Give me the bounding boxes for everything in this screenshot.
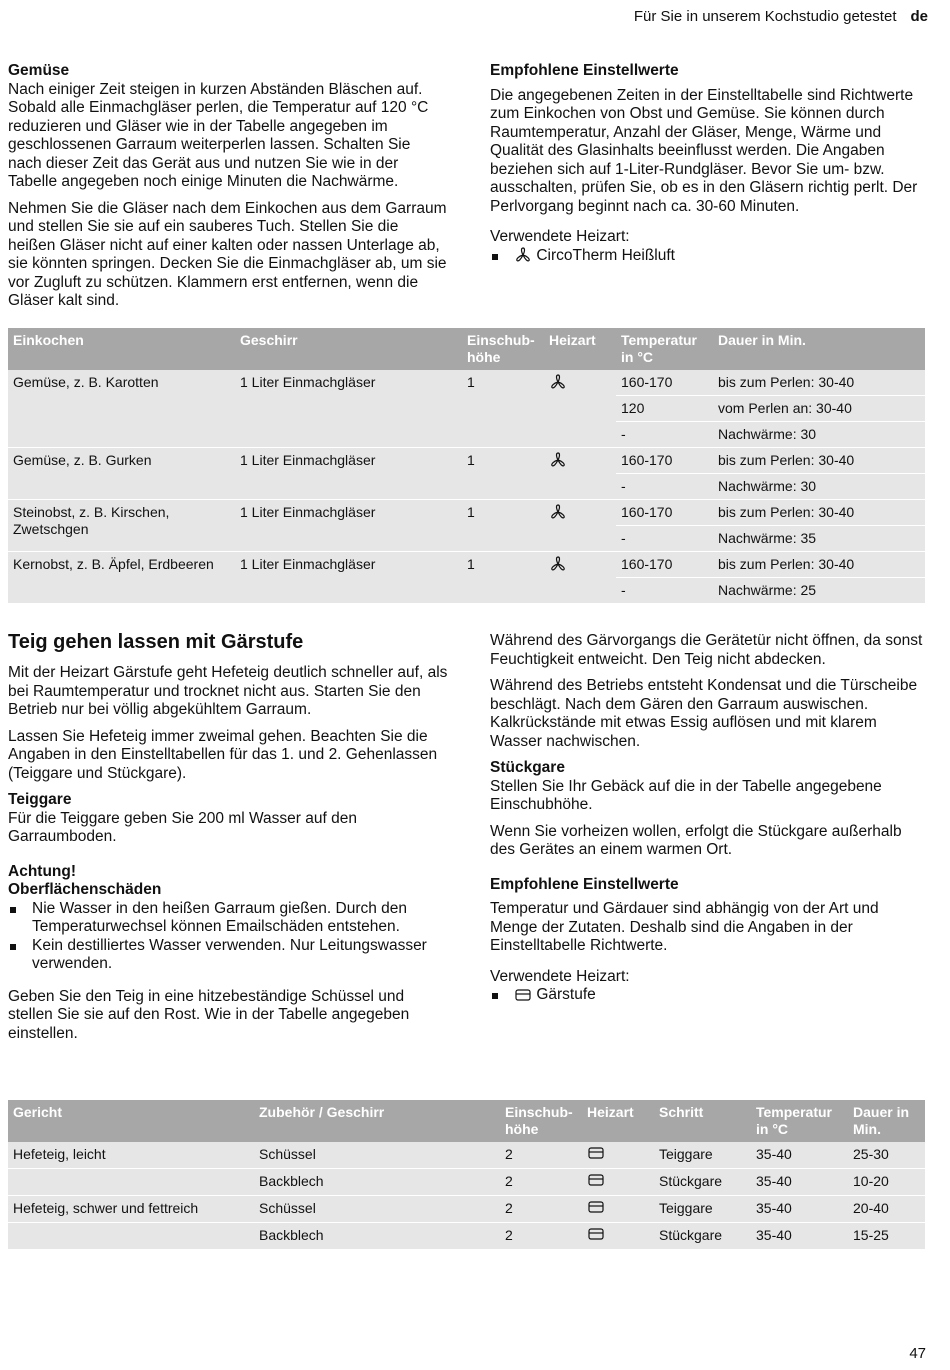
table-header-row <box>8 328 925 370</box>
cell-heizart <box>544 448 616 500</box>
cell-geschirr: 1 Liter Einmachgläser <box>235 500 462 552</box>
cell-dauer: bis zum Perlen: 30-40 <box>713 500 925 526</box>
cell-dauer: bis zum Perlen: 30-40 <box>713 448 925 474</box>
heading-oberflaechenschaeden: Oberflächenschäden <box>8 881 162 898</box>
heading-achtung: Achtung! <box>8 862 77 880</box>
paragraph: Stellen Sie Ihr Gebäck auf die in der Tabelle angegebene Einschubhöhe. <box>490 777 882 813</box>
col-header: Geschirr <box>235 328 462 370</box>
cell-temperatur: 35-40 <box>751 1169 848 1196</box>
cell-gericht <box>8 1169 254 1196</box>
col-header: Schritt <box>654 1100 751 1142</box>
paragraph: Lassen Sie Hefeteig immer zweimal gehen. Beachten Sie die Angaben in den Einstelltabellen für das 1. und 2. Gehenlassen (Teiggare und Stückgare). <box>8 727 438 782</box>
cell-dauer: 10-20 <box>848 1169 925 1196</box>
cell-heizart <box>544 370 616 448</box>
cell-schritt: Teiggare <box>654 1196 751 1223</box>
col-header: Einkochen <box>8 328 235 370</box>
right-column-2 <box>490 632 925 1013</box>
cell-geschirr: 1 Liter Einmachgläser <box>235 370 462 448</box>
cell-heizart <box>582 1223 654 1250</box>
cell-temperatur: - <box>616 526 713 552</box>
cell-temperatur: - <box>616 474 713 500</box>
cell-geschirr: 1 Liter Einmachgläser <box>235 552 462 604</box>
gaerstufe-icon <box>587 1227 605 1241</box>
col-header: Dauer in Min. <box>848 1100 925 1142</box>
cell-name: Gemüse, z. B. Karotten <box>8 370 235 448</box>
table-row <box>8 552 925 578</box>
cell-einschub: 2 <box>500 1169 582 1196</box>
gaerstufe-icon <box>587 1146 605 1160</box>
circotherm-fan-icon <box>549 556 567 572</box>
cell-dauer: Nachwärme: 30 <box>713 422 925 448</box>
page-header <box>634 8 928 25</box>
table-row <box>8 1196 925 1223</box>
cell-einschub: 1 <box>462 370 544 448</box>
paragraph: Während des Betriebs entsteht Kondensat und die Türscheibe beschlägt. Nach dem Gären den Garraum auswischen. Kalkrückstände mit etwas Essig auflösen und mit klarem Wasser nachwischen. <box>490 677 918 750</box>
cell-gericht <box>8 1223 254 1250</box>
heading-stueckgare: Stückgare <box>490 759 565 776</box>
col-header: Temperatur in °C <box>616 328 713 370</box>
cell-dauer: 15-25 <box>848 1223 925 1250</box>
heading-empfohlene-einstellwerte: Empfohlene Einstellwerte <box>490 875 679 893</box>
col-header: Temperatur in °C <box>751 1100 848 1142</box>
cell-geschirr: 1 Liter Einmachgläser <box>235 448 462 500</box>
cell-dauer: bis zum Perlen: 30-40 <box>713 370 925 396</box>
paragraph: Während des Gärvorgangs die Gerätetür nicht öffnen, da sonst Feuchtigkeit entweicht. Den Teig nicht abdecken. <box>490 632 923 668</box>
cell-temperatur: 160-170 <box>616 448 713 474</box>
heizart-name: Gärstufe <box>536 986 596 1003</box>
col-header: Dauer in Min. <box>713 328 925 370</box>
paragraph: Geben Sie den Teig in eine hitzebeständige Schüssel und stellen Sie sie auf den Rost. Wie in der Tabelle angegeben einstellen. <box>8 987 410 1042</box>
cell-heizart <box>582 1169 654 1196</box>
col-header: Heizart <box>544 328 616 370</box>
cell-dauer: Nachwärme: 35 <box>713 526 925 552</box>
cell-temperatur: - <box>616 422 713 448</box>
circotherm-fan-icon <box>549 452 567 468</box>
cell-zubehoer: Schüssel <box>254 1142 500 1169</box>
cell-heizart <box>544 500 616 552</box>
cell-zubehoer: Backblech <box>254 1223 500 1250</box>
circotherm-fan-icon <box>549 504 567 520</box>
cell-temperatur: 160-170 <box>616 552 713 578</box>
gaerstufe-icon <box>587 1173 605 1187</box>
cell-einschub: 1 <box>462 552 544 604</box>
language-code: de <box>910 8 928 25</box>
cell-temperatur: 160-170 <box>616 370 713 396</box>
left-column-2 <box>8 630 448 1051</box>
cell-heizart <box>582 1142 654 1169</box>
cell-dauer: bis zum Perlen: 30-40 <box>713 552 925 578</box>
table-row <box>8 370 925 396</box>
warning-item: Nie Wasser in den heißen Garraum gießen. Durch den Temperaturwechsel können Emailschäden entstehen. <box>8 900 448 937</box>
col-header: Zubehör / Geschirr <box>254 1100 500 1142</box>
col-header: Einschub-höhe <box>500 1100 582 1142</box>
heading-empfohlene-einstellwerte: Empfohlene Einstellwerte <box>490 62 679 79</box>
cell-dauer: Nachwärme: 30 <box>713 474 925 500</box>
col-header: Heizart <box>582 1100 654 1142</box>
table-row <box>8 1223 925 1250</box>
heizart-label: Verwendete Heizart: <box>490 228 630 245</box>
left-column-1 <box>8 62 448 319</box>
cell-schritt: Stückgare <box>654 1223 751 1250</box>
cell-einschub: 2 <box>500 1142 582 1169</box>
cell-schritt: Teiggare <box>654 1142 751 1169</box>
table-row <box>8 448 925 474</box>
cell-heizart <box>582 1196 654 1223</box>
right-column-1 <box>490 62 925 273</box>
cell-gericht: Hefeteig, leicht <box>8 1142 254 1169</box>
cell-dauer: 25-30 <box>848 1142 925 1169</box>
cell-name: Gemüse, z. B. Gurken <box>8 448 235 500</box>
cell-name: Steinobst, z. B. Kirschen, Zwetschgen <box>8 500 235 552</box>
gaerstufe-icon <box>514 988 532 1002</box>
cell-dauer: vom Perlen an: 30-40 <box>713 396 925 422</box>
table-row <box>8 500 925 526</box>
col-header: Gericht <box>8 1100 254 1142</box>
heading-gemuese: Gemüse <box>8 62 70 79</box>
paragraph: Die angegebenen Zeiten in der Einstelltabelle sind Richtwerte zum Einkochen von Obst und Gemüse. Sie können durch Raumtemperatur, Anzahl der Gläser, Menge, Wärme und Qualität des Glasinhalts beeinflusst werden. Die Angaben beziehen sich auf 1-Liter-Rundgläser. Bevor Sie um- bzw. ausschalten, prüfen Sie, ob es in den Gläsern richtig perlt. Der Perlvorgang beginnt nach ca. 30-60 Minuten. <box>490 86 918 215</box>
cell-gericht: Hefeteig, schwer und fettreich <box>8 1196 254 1223</box>
heizart-name: CircoTherm Heißluft <box>536 246 675 264</box>
gaerstufe-icon <box>587 1200 605 1214</box>
table-header-row <box>8 1100 925 1142</box>
cell-name: Kernobst, z. B. Äpfel, Erdbeeren <box>8 552 235 604</box>
header-title: Für Sie in unserem Kochstudio getestet <box>633 8 897 25</box>
cell-dauer: 20-40 <box>848 1196 925 1223</box>
col-header: Einschub-höhe <box>462 328 544 370</box>
page-number: 47 <box>909 1345 926 1362</box>
paragraph: Für die Teiggare geben Sie 200 ml Wasser auf den Garraumboden. <box>8 809 357 845</box>
heizart-item <box>490 247 925 266</box>
warning-item: Kein destilliertes Wasser verwenden. Nur Leitungswasser verwenden. <box>8 937 448 974</box>
cell-schritt: Stückgare <box>654 1169 751 1196</box>
paragraph: Mit der Heizart Gärstufe geht Hefeteig deutlich schneller auf, als bei Raumtemperatur und trocknet nicht aus. Starten Sie den Betrieb nur bei völlig abgekühltem Garraum. <box>8 664 448 718</box>
teig-table <box>8 1100 925 1250</box>
einkochen-table <box>8 328 925 604</box>
cell-zubehoer: Schüssel <box>254 1196 500 1223</box>
cell-temperatur: - <box>616 578 713 604</box>
cell-einschub: 1 <box>462 500 544 552</box>
paragraph: Temperatur und Gärdauer sind abhängig von der Art und Menge der Zutaten. Deshalb sind die Angaben in der Einstelltabelle Richtwerte. <box>490 900 879 954</box>
paragraph: Nehmen Sie die Gläser nach dem Einkochen aus dem Garraum und stellen Sie sie auf ein sauberes Tuch. Stellen Sie die heißen Gläser nicht auf einer kalten oder nassen Unterlage ab, sie könnten springen. Decken Sie die Einmachgläser ab, um sie vor Zugluft zu schützen. Klammern erst entfernen, wenn die Gläser kalt sind. <box>8 199 447 309</box>
cell-temperatur: 160-170 <box>616 500 713 526</box>
heading-teiggare: Teiggare <box>8 791 72 808</box>
cell-einschub: 2 <box>500 1223 582 1250</box>
cell-zubehoer: Backblech <box>254 1169 500 1196</box>
cell-einschub: 2 <box>500 1196 582 1223</box>
section-title: Teig gehen lassen mit Gärstufe <box>8 631 304 653</box>
circotherm-fan-icon <box>514 247 532 263</box>
cell-temperatur: 120 <box>616 396 713 422</box>
paragraph: Nach einiger Zeit steigen in kurzen Abständen Bläschen auf. Sobald alle Einmachgläser perlen, die Temperatur auf 120 °C reduzieren und Gläser wie in der Tabelle angegeben im geschlossenen Garraum weiterperlen lassen. Schalten Sie nach dieser Zeit das Gerät aus und nutzen Sie wie in der Tabelle angegeben noch einige Minuten die Nachwärme. <box>8 80 429 190</box>
heizart-label: Verwendete Heizart: <box>490 967 630 985</box>
cell-dauer: Nachwärme: 25 <box>713 578 925 604</box>
heizart-item <box>490 986 925 1005</box>
paragraph: Wenn Sie vorheizen wollen, erfolgt die Stückgare außerhalb des Gerätes an einem warmen Ort. <box>490 822 902 858</box>
cell-heizart <box>544 552 616 604</box>
cell-temperatur: 35-40 <box>751 1223 848 1250</box>
circotherm-fan-icon <box>549 374 567 390</box>
table-row <box>8 1142 925 1169</box>
table-row <box>8 1169 925 1196</box>
cell-temperatur: 35-40 <box>751 1142 848 1169</box>
cell-temperatur: 35-40 <box>751 1196 848 1223</box>
cell-einschub: 1 <box>462 448 544 500</box>
